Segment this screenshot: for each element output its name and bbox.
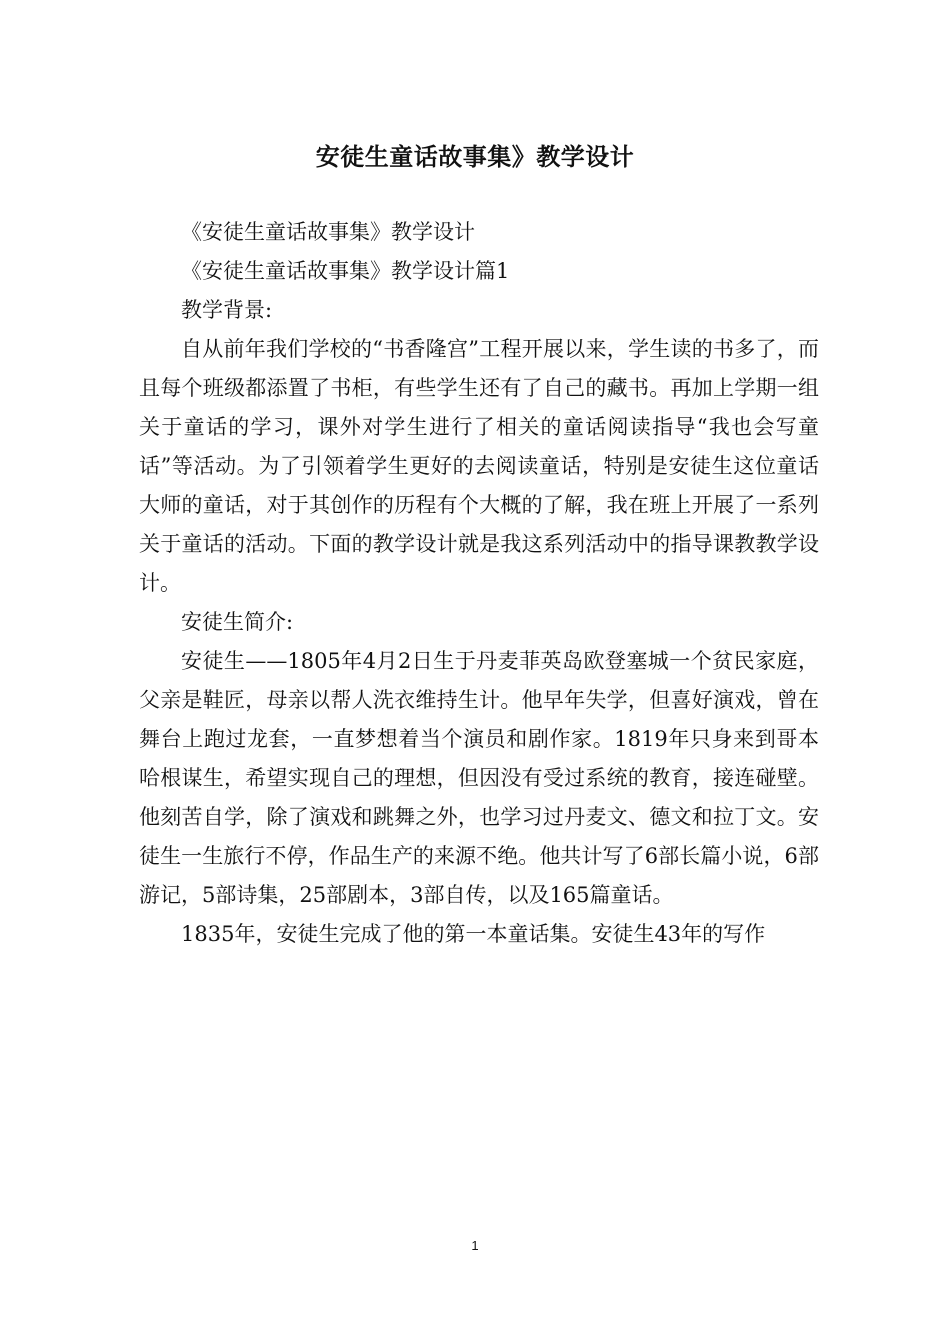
document-body — [139, 213, 819, 954]
paragraph-section-background: 教学背景: — [181, 298, 273, 322]
paragraph-heading-2: 《安徒生童话故事集》教学设计篇1 — [181, 259, 510, 283]
paragraph-section-intro: 安徒生简介: — [181, 610, 294, 634]
paragraph-intro-text: 安徒生——1805年4月2日生于丹麦菲英岛欧登塞城一个贫民家庭，父亲是鞋匠，母亲以帮人洗衣维持生计。他早年失学，但喜好演戏，曾在舞台上跑过龙套，一直梦想着当个演员和剧作家。1819年只身来到哥本哈根谋生，希望实现自己的理想，但因没有受过系统的教育，接连碰壁。他刻苦自学，除了演戏和跳舞之外，也学习过丹麦文、德文和拉丁文。安徒生一生旅行不停，作品生产的来源不绝。他共计写了6部长篇小说，6部游记，5部诗集，25部剧本，3部自传，以及165篇童话。 — [139, 649, 819, 907]
paragraph-heading-1: 《安徒生童话故事集》教学设计 — [181, 220, 475, 244]
paragraph-1835: 1835年，安徒生完成了他的第一本童话集。安徒生43年的写作 — [181, 922, 766, 946]
paragraph-background-text: 自从前年我们学校的“书香隆宫”工程开展以来，学生读的书多了，而且每个班级都添置了书柜，有些学生还有了自己的藏书。再加上学期一组关于童话的学习，课外对学生进行了相关的童话阅读指导“我也会写童话”等活动。为了引领着学生更好的去阅读童话，特别是安徒生这位童话大师的童话，对于其创作的历程有个大概的了解，我在班上开展了一系列关于童话的活动。下面的教学设计就是我这系列活动中的指导课教教学设计。 — [139, 337, 819, 595]
document-title: 安徒生童话故事集》教学设计 — [315, 143, 635, 171]
page-number: 1 — [471, 1238, 479, 1253]
